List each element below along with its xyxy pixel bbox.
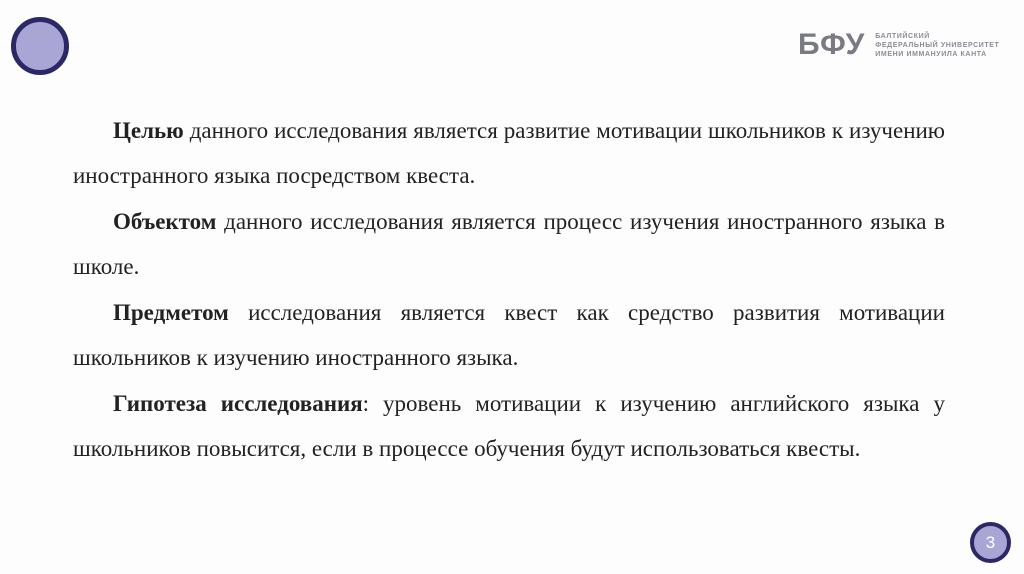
logo-caption-line: ИМЕНИ ИММАНУИЛА КАНТА bbox=[875, 50, 987, 58]
paragraph-text: исследования является квест как средство развития мотивации школьников к изучению иностранного языка. bbox=[73, 300, 945, 370]
page-number-badge: 3 bbox=[970, 522, 1011, 563]
slide-body bbox=[73, 108, 945, 472]
term-object: Объектом bbox=[113, 209, 217, 234]
term-subject: Предметом bbox=[113, 300, 229, 325]
logo-mark: БФУ bbox=[798, 28, 866, 61]
paragraph-hypothesis bbox=[73, 381, 945, 471]
logo-caption bbox=[875, 32, 999, 59]
paragraph-object bbox=[73, 199, 945, 289]
paragraph-text: : уровень мотивации к изучению английского языка у школьников повысится, если в процессе обучения будут использоваться квесты. bbox=[73, 391, 945, 461]
paragraph-text: данного исследования является процесс изучения иностранного языка в школе. bbox=[73, 209, 945, 279]
logo-caption-line: ФЕДЕРАЛЬНЫЙ УНИВЕРСИТЕТ bbox=[875, 41, 1000, 49]
paragraph-text: данного исследования является развитие мотивации школьников к изучению иностранного языка посредством квеста. bbox=[73, 118, 945, 188]
term-hypothesis: Гипотеза исследования bbox=[113, 391, 363, 416]
decorative-circle-icon bbox=[11, 17, 69, 75]
university-logo bbox=[798, 30, 999, 60]
paragraph-goal bbox=[73, 108, 945, 198]
logo-caption-line: БАЛТИЙСКИЙ bbox=[875, 32, 930, 40]
paragraph-subject bbox=[73, 290, 945, 380]
term-goal: Целью bbox=[113, 118, 184, 143]
